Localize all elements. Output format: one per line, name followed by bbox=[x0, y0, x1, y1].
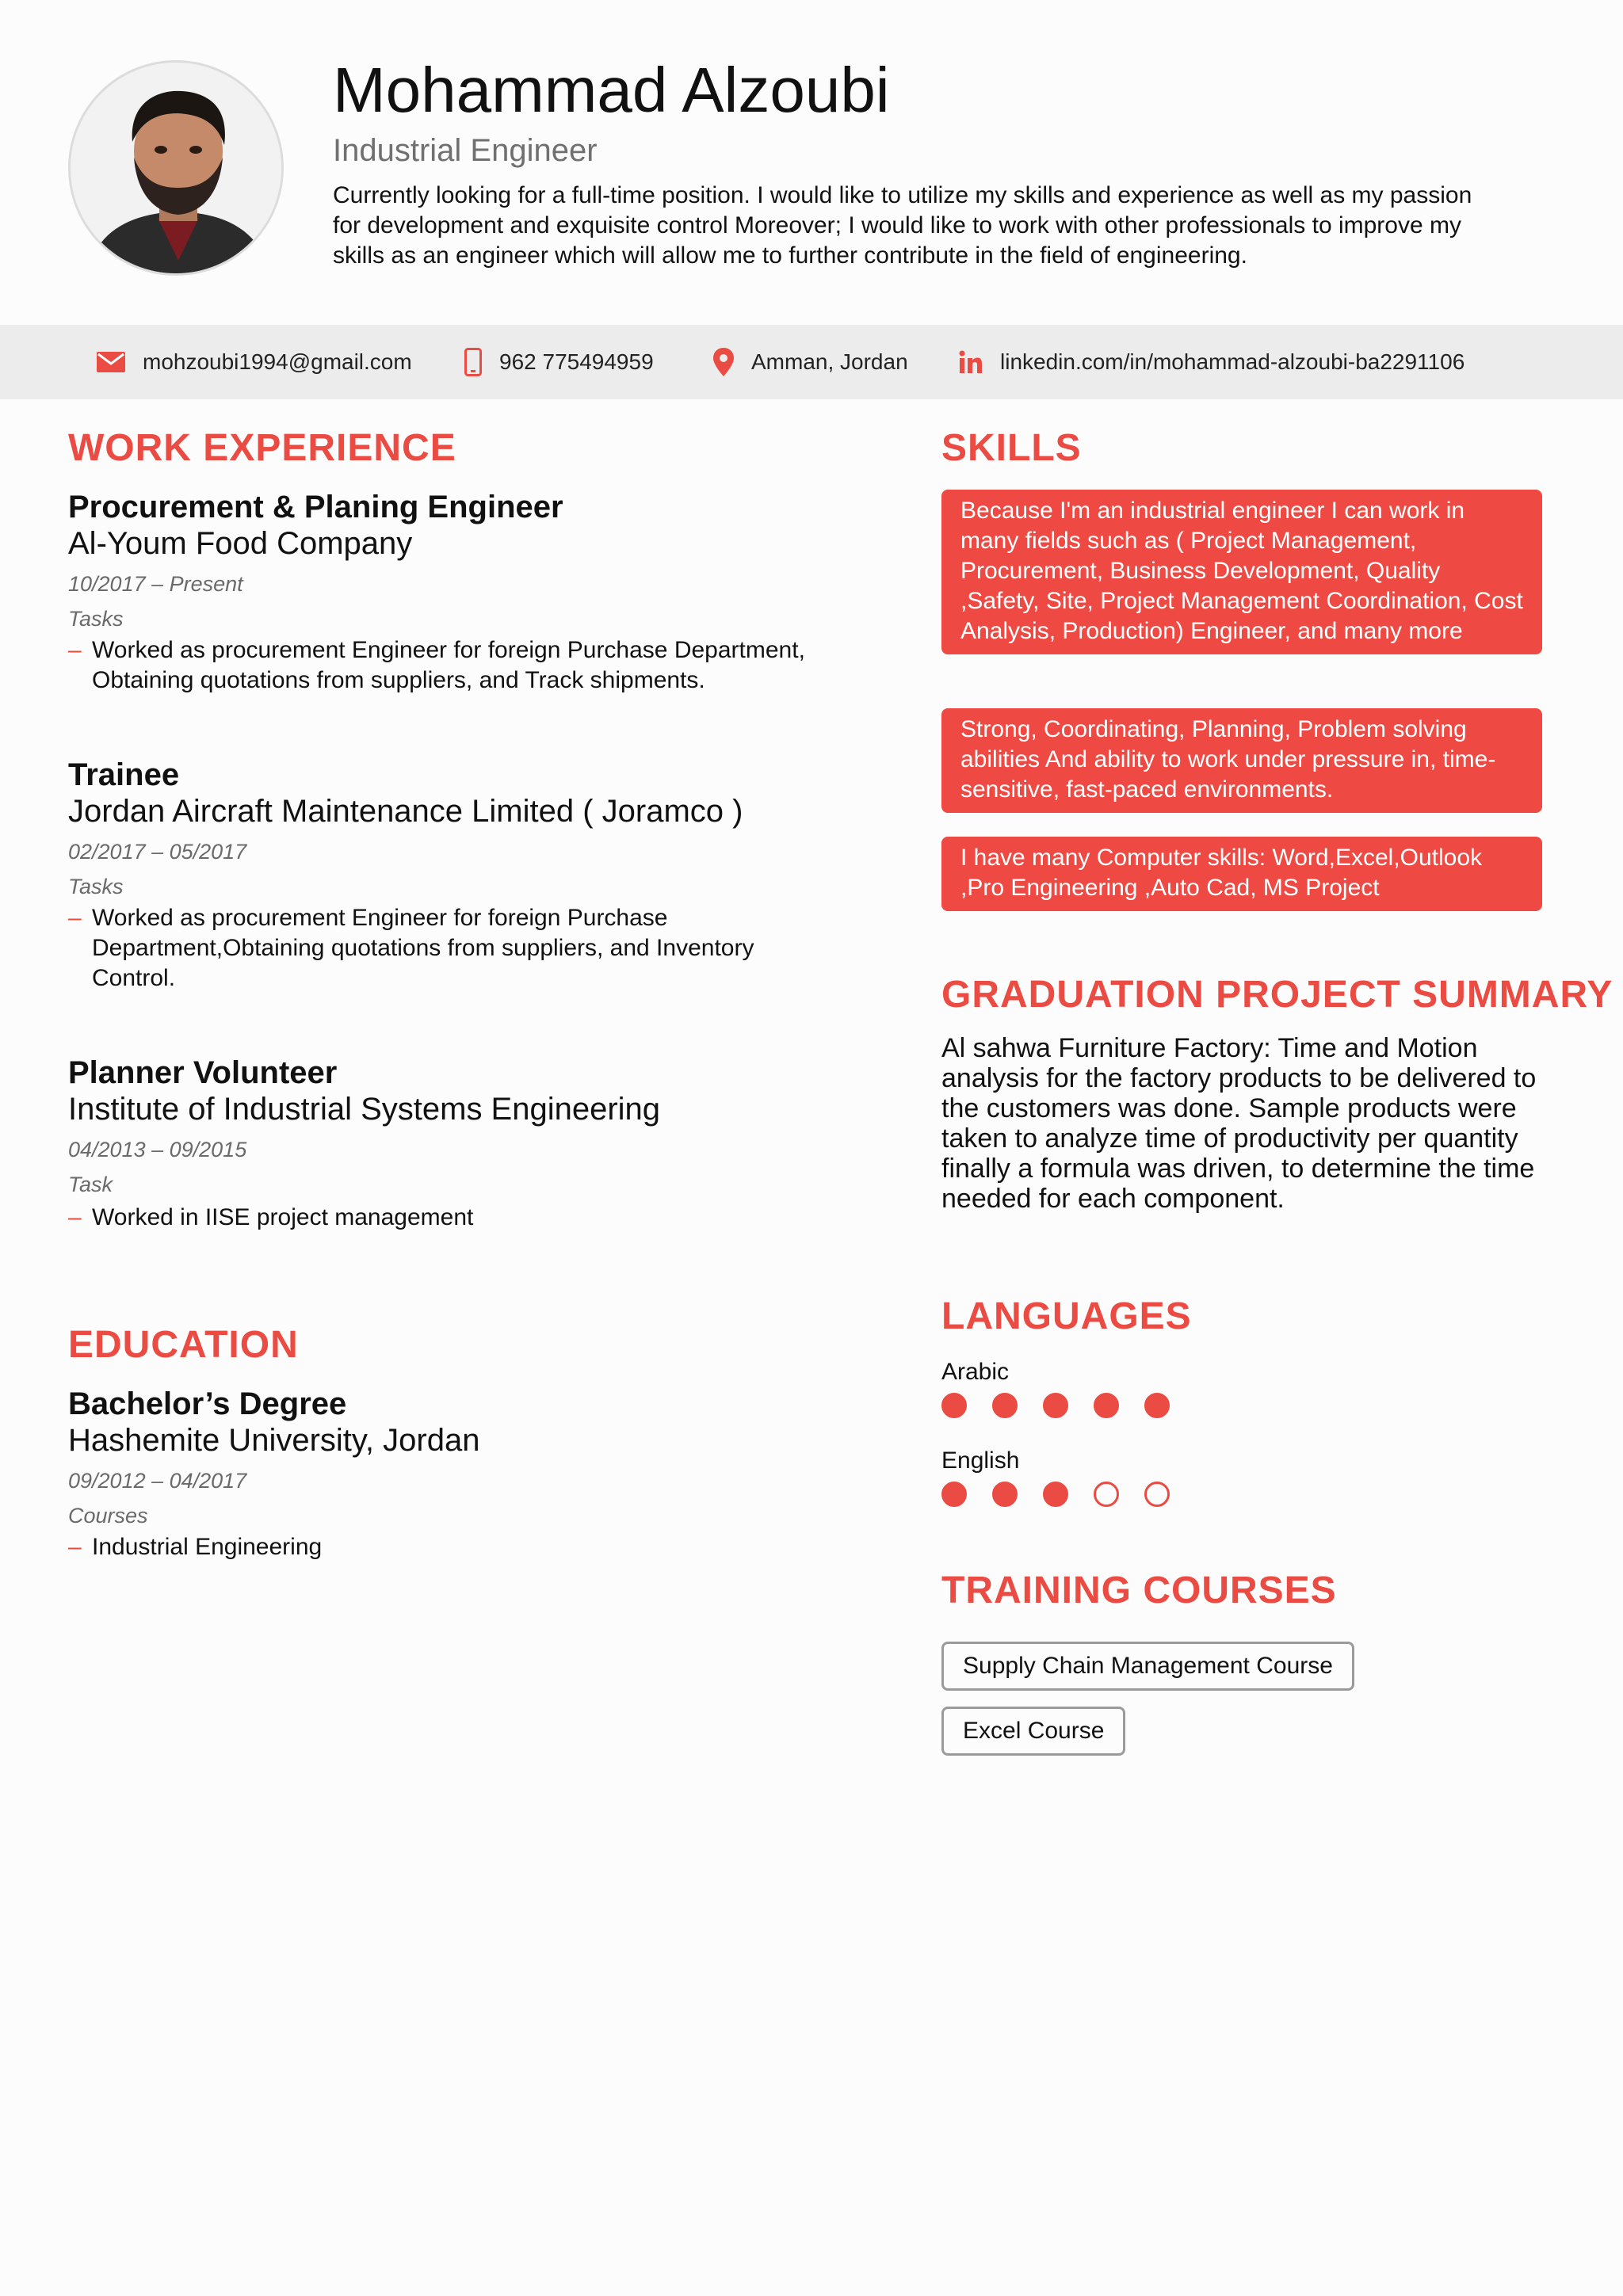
phone-icon bbox=[464, 348, 482, 376]
dash-icon: – bbox=[68, 637, 82, 663]
task-text: Worked as procurement Engineer for foreign Purchase Department, Obtaining quotations from suppliers, and Track shipments. bbox=[92, 637, 805, 693]
language-name: English bbox=[941, 1447, 1020, 1474]
job-dates: 02/2017 – 05/2017 bbox=[68, 840, 247, 864]
tasks-label: Task bbox=[68, 1173, 113, 1196]
location-pin-icon bbox=[713, 348, 734, 376]
task-text: Worked in IISE project management bbox=[92, 1204, 474, 1230]
filled-dot-icon bbox=[992, 1393, 1018, 1418]
tasks-label: Tasks bbox=[68, 875, 124, 898]
languages-heading: LANGUAGES bbox=[941, 1295, 1192, 1337]
courses-label: Courses bbox=[68, 1504, 148, 1527]
graduation-project-heading: GRADUATION PROJECT SUMMARY bbox=[941, 974, 1613, 1016]
school: Hashemite University, Jordan bbox=[68, 1423, 480, 1458]
language-level-dots bbox=[941, 1393, 1195, 1418]
task-text: Worked as procurement Engineer for foreign Purchase Department,Obtaining quotations from suppliers, and Inventory Control. bbox=[92, 905, 754, 991]
skill-box: Because I'm an industrial engineer I can work in many fields such as ( Project Management, Procurement, Business Development, Quality ,Safety, Site, Project Management Coordination, Cost Analysis, Production) Engineer, and many more bbox=[941, 490, 1542, 654]
contact-phone[interactable] bbox=[464, 325, 654, 399]
filled-dot-icon bbox=[1094, 1393, 1119, 1418]
skills-heading: SKILLS bbox=[941, 427, 1082, 469]
filled-dot-icon bbox=[1043, 1393, 1068, 1418]
training-courses-heading: TRAINING COURSES bbox=[941, 1569, 1337, 1611]
education-heading: EDUCATION bbox=[68, 1324, 299, 1366]
envelope-icon bbox=[97, 352, 125, 372]
education-dates: 09/2012 – 04/2017 bbox=[68, 1469, 247, 1493]
linkedin-icon bbox=[959, 350, 983, 374]
location-text: Amman, Jordan bbox=[751, 349, 908, 374]
filled-dot-icon bbox=[992, 1482, 1018, 1507]
job-position: Procurement & Planing Engineer bbox=[68, 490, 563, 524]
email-text: mohzoubi1994@gmail.com bbox=[143, 349, 412, 374]
contact-bar bbox=[0, 325, 1623, 399]
empty-dot-icon bbox=[1094, 1482, 1119, 1507]
linkedin-text: linkedin.com/in/mohammad-alzoubi-ba2291106 bbox=[1000, 349, 1465, 374]
course-text: Industrial Engineering bbox=[92, 1534, 323, 1560]
task-bullet bbox=[68, 635, 861, 696]
course-tag: Supply Chain Management Course bbox=[941, 1642, 1354, 1691]
job-position: Planner Volunteer bbox=[68, 1055, 338, 1090]
contact-location bbox=[713, 325, 908, 399]
dash-icon: – bbox=[68, 905, 82, 931]
candidate-role: Industrial Engineer bbox=[333, 133, 598, 168]
candidate-name: Mohammad Alzoubi bbox=[333, 55, 890, 125]
tasks-label: Tasks bbox=[68, 607, 124, 631]
skill-box: I have many Computer skills: Word,Excel,Outlook ,Pro Engineering ,Auto Cad, MS Project bbox=[941, 837, 1542, 911]
graduation-project-text: Al sahwa Furniture Factory: Time and Motion analysis for the factory products to be delivered to the customers was done. Sample products were taken to analyze time of productivity per quantity finally a formula was driven, to determine the time needed for each component. bbox=[941, 1033, 1537, 1214]
task-bullet bbox=[68, 1203, 861, 1233]
course-bullet bbox=[68, 1532, 781, 1562]
course-tag: Excel Course bbox=[941, 1707, 1125, 1756]
filled-dot-icon bbox=[1043, 1482, 1068, 1507]
language-level-dots bbox=[941, 1482, 1195, 1507]
work-experience-heading: WORK EXPERIENCE bbox=[68, 427, 456, 469]
profile-photo bbox=[68, 60, 284, 276]
contact-email[interactable] bbox=[97, 325, 412, 399]
degree: Bachelor’s Degree bbox=[68, 1386, 347, 1421]
contact-linkedin[interactable] bbox=[959, 325, 1465, 399]
job-company: Institute of Industrial Systems Engineering bbox=[68, 1092, 661, 1127]
dash-icon: – bbox=[68, 1204, 82, 1230]
profile-summary: Currently looking for a full-time position. I would like to utilize my skills and experience as well as my passion for development and exquisite control Moreover; I would like to work with other professionals to improve my skills as an engineer which will allow me to further contribute in the field of engineering. bbox=[333, 182, 1472, 269]
job-company: Al-Youm Food Company bbox=[68, 526, 413, 561]
filled-dot-icon bbox=[1144, 1393, 1170, 1418]
job-dates: 10/2017 – Present bbox=[68, 572, 243, 596]
skill-box: Strong, Coordinating, Planning, Problem solving abilities And ability to work under pressure in, time-sensitive, fast-paced environments. bbox=[941, 708, 1542, 813]
job-company: Jordan Aircraft Maintenance Limited ( Joramco ) bbox=[68, 794, 743, 829]
filled-dot-icon bbox=[941, 1393, 967, 1418]
phone-text: 962 775494959 bbox=[499, 349, 654, 374]
dash-icon: – bbox=[68, 1534, 82, 1560]
empty-dot-icon bbox=[1144, 1482, 1170, 1507]
job-position: Trainee bbox=[68, 757, 180, 792]
job-dates: 04/2013 – 09/2015 bbox=[68, 1138, 247, 1161]
language-name: Arabic bbox=[941, 1359, 1010, 1385]
filled-dot-icon bbox=[941, 1482, 967, 1507]
task-bullet bbox=[68, 903, 805, 994]
